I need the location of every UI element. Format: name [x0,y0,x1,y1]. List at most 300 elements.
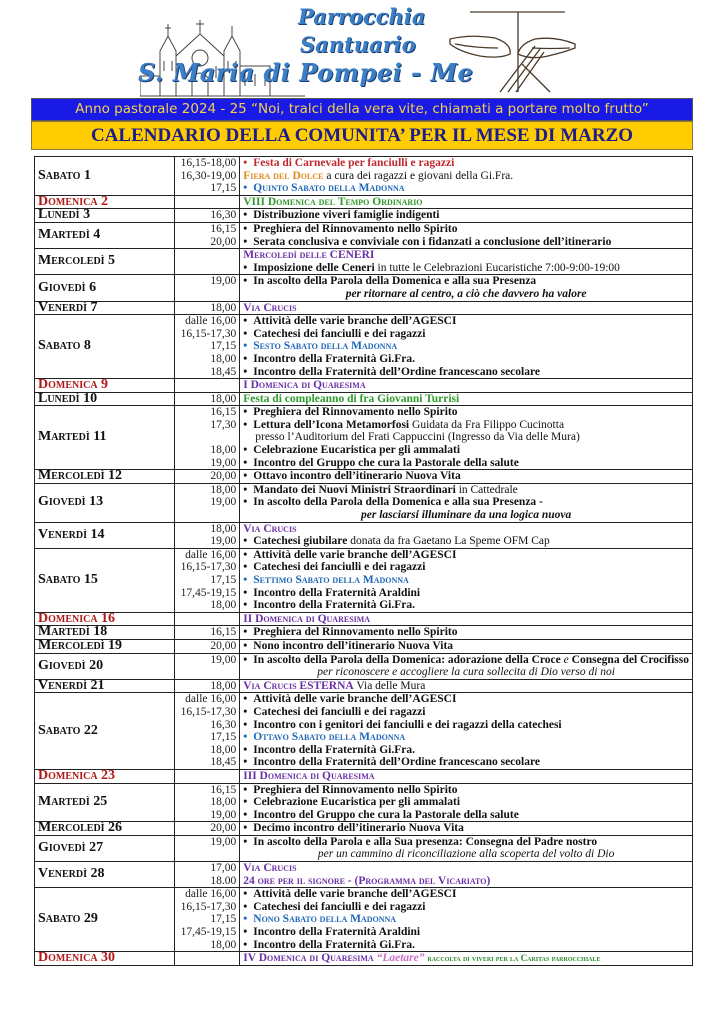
time-cell [174,301,240,315]
time-cell [174,693,240,770]
event-text: IV Domenica di Quaresima [243,952,377,965]
event-item [243,406,689,419]
time-cell [174,483,240,522]
event-time: 18,00 [210,352,237,365]
time-cell [174,822,240,836]
day-label: Giovedì 27 [35,835,175,861]
event-time: 19,00 [210,835,237,848]
event-time: 17,00 [210,862,237,875]
event-time [178,509,237,522]
event-text: Catechesi dei fanciulli e dei ragazzi [253,327,426,340]
bullet-icon [243,756,253,768]
time-cell [174,275,240,301]
event-item [243,353,689,366]
bullet-icon [243,654,253,666]
calendar-day-row [35,612,693,626]
event-time: 18,00 [210,392,237,405]
day-label: Venerdì 28 [35,862,175,888]
event-item [243,796,689,809]
bullet-icon [243,784,253,796]
event-time: 19,00 [210,535,237,548]
events-cell [240,626,693,640]
time-cell [174,379,240,393]
events-cell [240,157,693,196]
event-text: Consegna del Crocifisso [568,653,689,666]
event-item [243,770,689,783]
event-item [243,484,689,497]
event-item [243,209,689,222]
bullet-icon [243,561,253,573]
time-cell [174,249,240,275]
events-cell [240,249,693,275]
event-item [243,444,689,457]
event-time: 20,00 [210,639,237,652]
event-time: 17,45-19,15 [180,926,237,939]
event-text: Sesto Sabato della Madonna [253,340,398,353]
bullet-icon [243,262,253,274]
day-label: Sabato 22 [35,693,175,770]
bullet-icon [243,706,253,718]
day-label: Lunedì 3 [35,209,175,223]
event-item [243,574,689,587]
event-item [243,952,689,965]
event-text: Incontro della Fraternità Araldini [253,586,421,599]
events-cell [240,822,693,836]
events-cell [240,275,693,301]
event-text: In ascolto della Parola e alla Sua presenza: Consegna del Padre nostro [253,835,598,848]
time-cell [174,952,240,966]
day-label: Domenica 16 [35,612,175,626]
event-item [243,302,689,315]
event-text: Mercoledì delle CENERI [243,249,375,262]
event-text: Attività delle varie branche dell’AGESCI [253,315,457,328]
day-label: Martedì 4 [35,222,175,248]
events-cell [240,392,693,406]
event-time [178,249,237,262]
time-cell [174,769,240,783]
event-item [243,561,689,574]
event-text: Nono incontro dell’itinerario Nuova Vita [253,639,454,652]
bullet-icon [243,901,253,913]
event-item [243,719,689,732]
event-time: 19,00 [210,653,237,666]
event-text: Via Crucis [243,301,297,314]
event-time: 17,15 [210,731,237,744]
events-cell [240,679,693,693]
calendar-day-row [35,406,693,470]
event-text: Preghiera del Rinnovamento nello Spirito [253,626,458,639]
calendar-table [34,156,693,966]
event-item [243,926,689,939]
event-item [243,744,689,757]
event-time [178,952,237,965]
time-cell [174,222,240,248]
day-label: Domenica 2 [35,195,175,209]
time-cell [174,195,240,209]
event-text: a cura dei ragazzi e giovani della Gi.Fra. [323,169,514,182]
bullet-icon [243,236,253,248]
event-item [243,680,689,693]
time-cell [174,470,240,484]
event-item [243,756,689,769]
event-text: Incontro del Gruppo che cura la Pastorale della salute [253,808,519,821]
event-time: 17,15 [210,913,237,926]
title-line-3: S. Maria di Pompei - Me [138,58,474,87]
event-time: dalle 16,00 [185,548,237,561]
event-time: 16,15-17,30 [180,705,237,718]
event-text: “Laetare” [376,952,425,965]
time-cell [174,209,240,223]
day-label: Sabato 1 [35,157,175,196]
event-text: Celebrazione Eucaristica per gli ammalati [253,444,461,457]
event-time: 19,00 [210,808,237,821]
event-item [243,654,689,667]
day-label: Giovedì 20 [35,653,175,679]
event-text: donata da fra Gaetano La Speme OFM Cap [347,535,550,548]
event-item [243,523,689,536]
event-item [243,496,689,509]
day-label: Mercoledì 19 [35,639,175,653]
event-text: Serata conclusiva e conviviale con i fidanzati a conclusione dell’itinerario [253,235,612,248]
event-item [243,862,689,875]
event-text: e [563,653,569,666]
calendar-day-row [35,195,693,209]
bullet-icon [243,275,253,287]
bullet-icon [243,535,253,547]
event-time: 18,00 [210,796,237,809]
calendar-day-row [35,769,693,783]
page-header [0,0,724,98]
bullet-icon [243,549,253,561]
event-item [243,706,689,719]
day-label: Venerdì 21 [35,679,175,693]
event-text: Settimo Sabato della Madonna [253,574,409,586]
event-time: 16,15 [210,406,237,419]
day-label: Martedì 25 [35,783,175,822]
time-cell [174,862,240,888]
event-item [243,182,689,195]
event-time: 18,45 [210,365,237,378]
event-time: 16,15 [210,626,237,639]
bullet-icon [243,182,253,194]
event-time [178,288,237,301]
time-cell [174,612,240,626]
event-time: 20,00 [210,470,237,483]
bullet-icon [243,340,253,352]
event-text: per lasciarsi illuminare da una logica nuova [361,509,572,522]
event-text: Catechesi giubilare [253,535,348,548]
events-cell [240,379,693,393]
event-text: Incontro con i genitori dei fanciulli e dei ragazzi della catechesi [253,718,562,731]
time-cell [174,392,240,406]
event-time: 16,30 [210,718,237,731]
bullet-icon [243,315,253,327]
event-time [178,262,237,275]
events-cell [240,406,693,470]
event-text: Catechesi dei fanciulli e dei ragazzi [253,561,426,574]
day-label: Giovedì 13 [35,483,175,522]
time-cell [174,626,240,640]
event-time: 20,00 [210,235,237,248]
event-time: 16,15-17,30 [180,900,237,913]
event-text: per riconoscere e accogliere la cura sollecita di Dio verso di noi [317,666,615,679]
event-item [243,196,689,209]
event-time: 16,30-19,00 [180,169,237,182]
calendar-day-row [35,653,693,679]
calendar-day-row [35,249,693,275]
event-time: 18,45 [210,756,237,769]
bullet-icon [243,419,253,431]
event-item [243,731,689,744]
event-text: Via delle Mura [353,679,426,692]
event-item [243,693,689,706]
time-cell [174,888,240,952]
bullet-icon [243,353,253,365]
bullet-icon [243,484,253,496]
event-time [178,666,237,679]
event-item [243,913,689,926]
event-item [243,888,689,901]
day-label: Mercoledì 5 [35,249,175,275]
calendar-day-row [35,783,693,822]
bullet-icon [243,719,253,731]
event-text: raccolta di viveri per la Caritas parrocchiale [427,953,601,964]
event-text: Attività delle varie branche dell’AGESCI [253,548,457,561]
event-time: 18,00 [210,483,237,496]
event-time: 17,15 [210,182,237,195]
bullet-icon [243,328,253,340]
event-item [243,809,689,822]
calendar-day-row [35,862,693,888]
events-cell [240,315,693,379]
event-item [243,236,689,249]
event-item [243,431,689,444]
event-time: 16,15-18,00 [180,157,237,169]
events-cell [240,195,693,209]
event-text: II Domenica di Quaresima [243,612,371,625]
calendar-day-row [35,301,693,315]
day-label: Domenica 23 [35,769,175,783]
bullet-icon [243,209,253,221]
calendar-day-row [35,222,693,248]
event-time: 19,00 [210,456,237,469]
event-time [178,379,237,392]
calendar-day-row [35,888,693,952]
calendar-day-row [35,952,693,966]
event-item [243,875,689,888]
day-label: Mercoledì 26 [35,822,175,836]
event-time: 18.00 [210,874,237,887]
event-time: 18,00 [210,444,237,457]
bullet-icon [243,640,253,652]
event-time: 18,00 [210,522,237,535]
event-text: III Domenica di Quaresima [243,769,375,782]
event-time: 16,30 [210,209,237,222]
bullet-icon [243,457,253,469]
event-item [243,784,689,797]
event-time: 16,15-17,30 [180,327,237,340]
event-time: 18,00 [210,599,237,612]
time-cell [174,522,240,548]
calendar-day-row [35,392,693,406]
event-text: I Domenica di Quaresima [243,379,366,392]
event-text: Via Crucis ESTERNA [243,679,354,692]
event-item [243,613,689,626]
event-text: Preghiera del Rinnovamento nello Spirito [253,222,458,235]
event-text: in Cattedrale [455,483,518,496]
event-text: presso l’Auditorium del Frati Cappuccini (Ingresso da Via delle Mura) [255,431,580,444]
time-cell [174,653,240,679]
bullet-icon [243,223,253,235]
event-item [243,470,689,483]
event-text: In ascolto della Parola della Domenica e alla sua Presenza [253,275,537,288]
time-cell [174,835,240,861]
day-label: Sabato 8 [35,315,175,379]
event-item [243,170,689,183]
calendar-day-row [35,157,693,196]
bullet-icon [243,822,253,834]
bullet-icon [243,599,253,611]
event-text: Incontro della Fraternità Gi.Fra. [253,938,415,951]
bullet-icon [243,939,253,951]
event-text: VIII Domenica del Tempo Ordinario [243,195,423,208]
event-time: dalle 16,00 [185,693,237,706]
event-item [243,379,689,392]
event-time [178,848,237,861]
event-time [178,431,237,444]
time-cell [174,783,240,822]
calendar-day-row [35,693,693,770]
event-time: 19,00 [210,275,237,288]
event-text: In ascolto della Parola della Domenica: adorazione della Croce [253,653,564,666]
calendar-day-row [35,470,693,484]
event-item [243,275,689,288]
event-item [243,509,689,522]
event-text: Catechesi dei fanciulli e dei ragazzi [253,900,426,913]
event-text: per un cammino di riconciliazione alla scoperta del volto di Dio [317,848,615,861]
events-cell [240,612,693,626]
pastoral-year-motto: Anno pastorale 2024 - 25 “Noi, tralci della vera vite, chiamati a portare molto frutto” [31,98,693,121]
bullet-icon [243,888,253,900]
event-item [243,288,689,301]
event-time: 17,30 [210,418,237,431]
events-cell [240,835,693,861]
bullet-icon [243,744,253,756]
event-text: Nono Sabato della Madonna [253,913,397,926]
events-cell [240,769,693,783]
event-time: 16,15-17,30 [180,561,237,574]
calendar-day-row [35,275,693,301]
calendar-day-row [35,315,693,379]
event-time: 18,00 [210,743,237,756]
event-item [243,836,689,849]
time-cell [174,406,240,470]
event-time: 20,00 [210,822,237,835]
events-cell [240,301,693,315]
event-text: Incontro della Fraternità Gi.Fra. [253,743,415,756]
events-cell [240,548,693,612]
events-cell [240,783,693,822]
calendar-day-row [35,522,693,548]
event-text: in tutte le Celebrazioni Eucaristiche 7:00-9:00-19:00 [374,261,620,274]
event-text: Preghiera del Rinnovamento nello Spirito [253,783,458,796]
event-text: Guidata da Fra Filippo Cucinotta [409,418,565,431]
events-cell [240,653,693,679]
event-item [243,587,689,600]
event-text: Catechesi dei fanciulli e dei ragazzi [253,705,426,718]
event-item [243,939,689,952]
calendar-day-row [35,379,693,393]
event-text: Ottavo Sabato della Madonna [253,731,406,744]
event-time: 16,15 [210,222,237,235]
calendar-day-row [35,209,693,223]
event-text: Distribuzione viveri famiglie indigenti [253,209,440,222]
day-label: Venerdì 7 [35,301,175,315]
event-time: 17,45-19,15 [180,586,237,599]
bullet-icon [243,913,253,925]
event-text: Preghiera del Rinnovamento nello Spirito [253,406,458,419]
event-time: 18,00 [210,679,237,692]
event-item [243,419,689,432]
bullet-icon [243,574,253,586]
event-item [243,262,689,275]
day-label: Sabato 15 [35,548,175,612]
event-item [243,393,689,406]
time-cell [174,679,240,693]
events-cell [240,209,693,223]
calendar-day-row [35,483,693,522]
event-text: Mandato dei Nuovi Ministri Straordinari [253,483,456,496]
bullet-icon [243,796,253,808]
title-line-1: Parrocchia [298,4,426,29]
event-text: Via Crucis [243,522,297,535]
day-label: Sabato 29 [35,888,175,952]
events-cell [240,470,693,484]
day-label: Mercoledì 12 [35,470,175,484]
event-text: per ritornare al centro, a ciò che davvero ha valore [345,287,587,300]
event-text: Festa di Carnevale per fanciulli e ragazzi [253,157,455,169]
calendar-day-row [35,639,693,653]
event-time: dalle 16,00 [185,315,237,328]
events-cell [240,952,693,966]
bullet-icon [243,496,253,508]
events-cell [240,522,693,548]
event-item [243,223,689,236]
day-label: Lunedì 10 [35,392,175,406]
bullet-icon [243,731,253,743]
calendar-day-row [35,626,693,640]
bullet-icon [243,444,253,456]
event-item [243,822,689,835]
event-item [243,315,689,328]
event-item [243,901,689,914]
event-text: Incontro della Fraternità Araldini [253,926,421,939]
event-text: Incontro della Fraternità Gi.Fra. [253,599,415,612]
event-text: Via Crucis [243,862,297,875]
event-item [243,157,689,170]
franciscan-cross-emblem-icon [440,4,580,96]
event-text: Ottavo incontro dell’itinerario Nuova Vita [253,470,461,483]
bullet-icon [243,809,253,821]
event-time: dalle 16,00 [185,888,237,901]
event-item [243,366,689,379]
events-cell [240,693,693,770]
calendar-day-row [35,835,693,861]
event-time: 17,15 [210,340,237,353]
event-item [243,249,689,262]
bullet-icon [243,836,253,848]
event-item [243,848,689,861]
